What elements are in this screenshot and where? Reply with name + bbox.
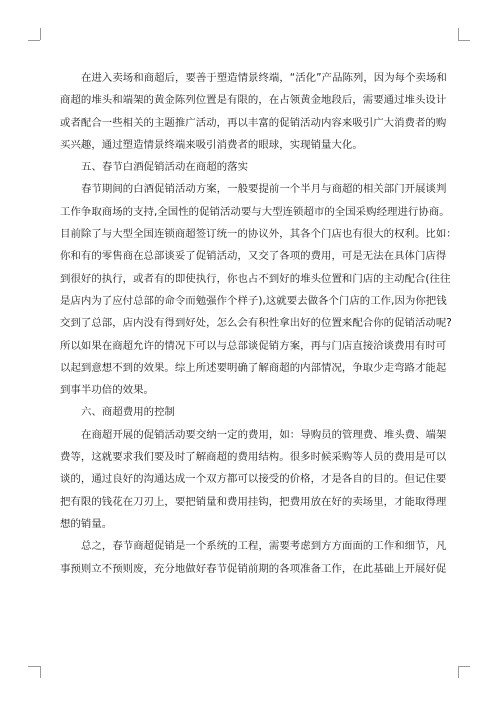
text-line: 把有限的钱花在刀刃上，要把销量和费用挂钩，把费用放在好的卖场里，才能取得理 [60, 495, 447, 508]
text-line: 事预则立不预则废，充分地做好春节促销前期的各项准备工作，在此基础上开展好促 [60, 562, 447, 575]
text-line: 以起到意想不到的效果。综上所述要明确了解商超的内部情况，争取少走弯路才能起 [60, 361, 447, 374]
text-line: 买兴趣，通过塑造情景终端来吸引消费者的眼球，实现销量大化。 [60, 138, 363, 151]
text-line: 费等，这就要求我们要及时了解商超的费用结构。很多时候采购等人员的费用是可以 [60, 451, 447, 464]
text-line: 在进入卖场和商超后，要善于塑造情景终端，“活化”产品陈列，因为每个卖场和 [81, 72, 447, 84]
text-line: 到事半功倍的效果。 [60, 384, 154, 397]
text-line: 五、春节白酒促销活动在商超的落实 [81, 161, 249, 174]
text-line: 商超的堆头和端架的黄金陈列位置是有限的，在占领黄金地段后，需要通过堆头设计 [60, 94, 447, 107]
text-line: 工作争取商场的支持,全国性的促销活动要与大型连锁超市的全国采购经理进行协商。 [60, 205, 450, 218]
text-line: 总之，春节商超促销是一个系统的工程，需要考虑到方方面面的工作和细节，凡 [81, 540, 447, 553]
text-line: 目前除了与大型全国连锁商超签订统一的协议外，其各个门店也有很大的权利。比如： [60, 228, 457, 241]
text-line: 六、商超费用的控制 [81, 406, 175, 419]
text-line: 你和有的零售商在总部谈妥了促销活动，又交了各项的费用，可是无法在具体门店得 [60, 250, 447, 263]
text-line: 想的销量。 [60, 517, 113, 530]
document-body [60, 67, 457, 580]
text-line: 所以如果在商超允许的情况下可以与总部谈促销方案，再与门店直接洽谈费用有时可 [60, 339, 447, 352]
text-line: 到很好的执行，或者有的即使执行，你也占不到好的堆头位置和门店的主动配合(往往 [60, 272, 451, 285]
text-line: 谈的，通过良好的沟通达成一个双方都可以接受的价格，才是各自的目的。但记住要 [60, 473, 447, 486]
text-line: 是店内为了应付总部的命令而勉强作个样子),这就要去做各个门店的工作,因为你把钱 [60, 294, 447, 307]
text-line: 或者配合一些相关的主题推广活动，再以丰富的促销活动内容来吸引广大消费者的购 [60, 116, 447, 129]
text-line: 交到了总部，店内没有得到好处，怎么会有积性拿出好的位置来配合你的促销活动呢? [60, 317, 452, 330]
text-line: 在商超开展的促销活动要交纳一定的费用，如：导购员的管理费、堆头费、端架 [81, 428, 447, 441]
text-line: 春节期间的白酒促销活动方案，一般要提前一个半月与商超的相关部门开展谈判 [81, 183, 447, 196]
